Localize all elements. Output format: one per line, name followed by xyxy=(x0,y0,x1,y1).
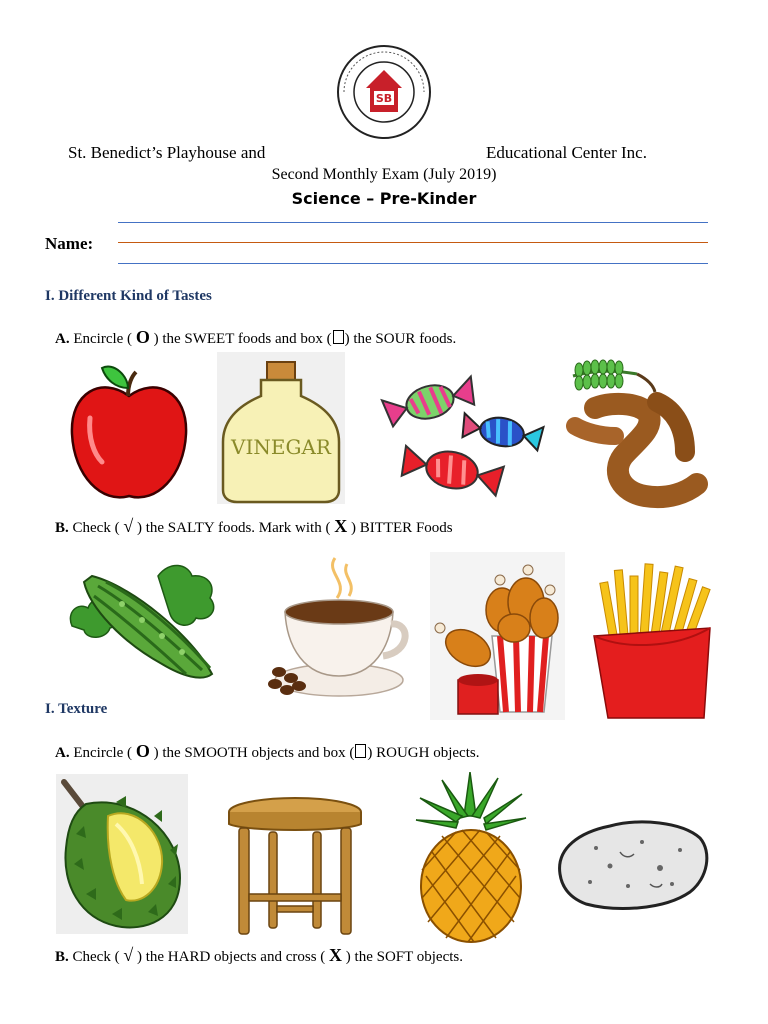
section-tastes-title: I. Different Kind of Tastes xyxy=(45,288,212,304)
tastes-instruction-a: A. Encircle ( O ) the SWEET foods and box ( ) the SOUR foods. xyxy=(55,327,457,347)
name-field[interactable] xyxy=(118,242,708,243)
wooden-table-image[interactable] xyxy=(225,794,365,938)
apple-image[interactable] xyxy=(62,358,197,506)
school-name-right: Educational Center Inc. xyxy=(486,143,647,162)
vinegar-label: VINEGAR xyxy=(231,435,331,459)
rock-image[interactable] xyxy=(550,808,712,916)
candies-image[interactable] xyxy=(380,362,545,510)
box-symbol xyxy=(333,330,344,344)
fried-chicken-image[interactable] xyxy=(430,552,565,720)
logo-letters: SB xyxy=(375,92,393,105)
name-line-bottom xyxy=(118,263,708,264)
coffee-cup-image[interactable] xyxy=(265,552,413,702)
name-line-top xyxy=(118,222,708,223)
pineapple-image[interactable] xyxy=(412,772,530,944)
french-fries-image[interactable] xyxy=(586,558,716,724)
texture-instruction-b: B. Check ( √ ) the HARD objects and cross ( X ) the SOFT objects. xyxy=(55,945,463,965)
name-label: Name: xyxy=(45,234,94,253)
tastes-instruction-b: B. Check ( √ ) the SALTY foods. Mark with ( X ) BITTER Foods xyxy=(55,516,453,536)
texture-instruction-a: A. Encircle ( O ) the SMOOTH objects and box ( ) ROUGH objects. xyxy=(55,741,480,761)
subject-title: Science – Pre-Kinder xyxy=(291,189,477,208)
tamarind-image[interactable] xyxy=(565,356,715,514)
bitter-gourd-image[interactable] xyxy=(62,556,227,688)
section-texture-title: I. Texture xyxy=(45,701,108,717)
school-logo xyxy=(336,44,432,140)
exam-title: Second Monthly Exam (July 2019) xyxy=(271,166,497,183)
box-symbol xyxy=(355,744,366,758)
school-name-left: St. Benedict’s Playhouse and xyxy=(68,143,266,162)
durian-image[interactable] xyxy=(56,774,188,934)
vinegar-bottle-image[interactable] xyxy=(217,352,345,504)
